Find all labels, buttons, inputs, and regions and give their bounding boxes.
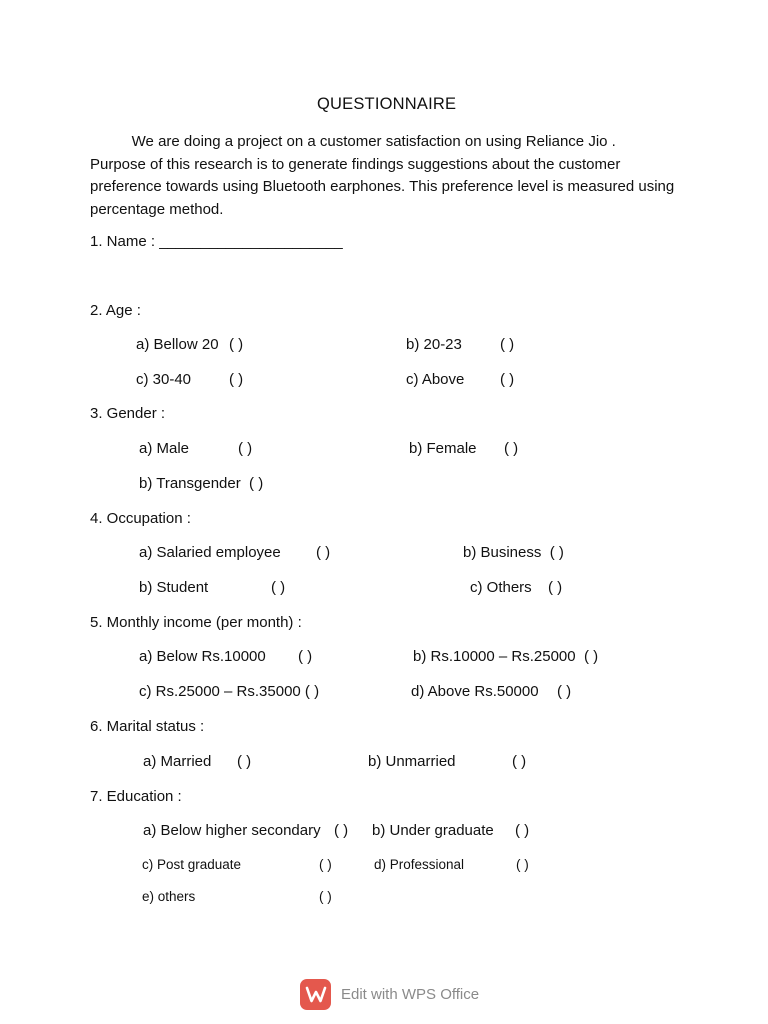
option-label: b) 20-23 bbox=[406, 336, 462, 353]
option-checkbox[interactable]: ( ) bbox=[319, 857, 332, 872]
option-checkbox[interactable]: ( ) bbox=[316, 544, 331, 561]
option-label[interactable]: b) Business ( ) bbox=[463, 544, 564, 561]
option-label: a) Salaried employee bbox=[139, 544, 281, 561]
option-label: a) Below higher secondary bbox=[143, 822, 321, 839]
intro-line: preference towards using Bluetooth earphones. This preference level is measured using bbox=[90, 178, 675, 195]
question-name: 1. Name : ______________________ bbox=[90, 233, 343, 250]
question-occupation: 4. Occupation : bbox=[90, 510, 191, 527]
page-title: QUESTIONNAIRE bbox=[317, 95, 457, 113]
option-label[interactable]: b) Transgender ( ) bbox=[139, 475, 264, 492]
option-label: b) Student bbox=[139, 579, 209, 596]
option-checkbox[interactable]: ( ) bbox=[298, 648, 313, 665]
option-label: d) Above Rs.50000 bbox=[411, 683, 539, 700]
option-label: b) Unmarried bbox=[368, 753, 456, 770]
option-checkbox[interactable]: ( ) bbox=[271, 579, 286, 596]
option-label: b) Female bbox=[409, 440, 477, 457]
option-checkbox[interactable]: ( ) bbox=[516, 857, 529, 872]
option-checkbox[interactable]: ( ) bbox=[557, 683, 572, 700]
option-checkbox[interactable]: ( ) bbox=[237, 753, 252, 770]
question-education: 7. Education : bbox=[90, 788, 182, 805]
option-checkbox[interactable]: ( ) bbox=[229, 336, 244, 353]
wps-label: Edit with WPS Office bbox=[341, 986, 480, 1003]
option-checkbox[interactable]: ( ) bbox=[238, 440, 253, 457]
question-age: 2. Age : bbox=[90, 302, 141, 319]
option-label: d) Professional bbox=[374, 857, 465, 872]
option-checkbox[interactable]: ( ) bbox=[319, 889, 332, 904]
option-label[interactable]: b) Rs.10000 – Rs.25000 ( ) bbox=[413, 648, 599, 665]
option-label: a) Bellow 20 bbox=[136, 336, 219, 353]
intro-line: percentage method. bbox=[90, 200, 224, 218]
option-label: c) Above bbox=[406, 371, 465, 388]
option-checkbox[interactable]: ( ) bbox=[515, 822, 530, 839]
option-checkbox[interactable]: ( ) bbox=[334, 822, 349, 839]
edit-with-wps-button[interactable] bbox=[300, 979, 479, 1010]
option-label: c) 30-40 bbox=[136, 371, 192, 388]
question-gender: 3. Gender : bbox=[90, 405, 166, 422]
option-checkbox[interactable]: ( ) bbox=[548, 579, 563, 596]
wps-logo-icon bbox=[300, 979, 331, 1010]
option-label: e) others bbox=[142, 889, 196, 904]
intro-line: We are doing a project on a customer satisfaction on using Reliance Jio . bbox=[90, 133, 616, 150]
option-checkbox[interactable]: ( ) bbox=[229, 371, 244, 388]
question-marital-status: 6. Marital status : bbox=[90, 718, 205, 735]
option-checkbox[interactable]: ( ) bbox=[500, 371, 515, 388]
option-label: a) Married bbox=[143, 753, 212, 770]
option-checkbox[interactable]: ( ) bbox=[512, 753, 527, 770]
option-label: c) Others bbox=[470, 579, 532, 596]
option-label[interactable]: c) Rs.25000 – Rs.35000 ( ) bbox=[139, 683, 320, 700]
question-monthly-income: 5. Monthly income (per month) : bbox=[90, 614, 302, 631]
intro-paragraph bbox=[90, 131, 690, 221]
option-label: c) Post graduate bbox=[142, 857, 242, 872]
option-checkbox[interactable]: ( ) bbox=[504, 440, 519, 457]
option-label: a) Male bbox=[139, 440, 190, 457]
option-label: b) Under graduate bbox=[372, 822, 494, 839]
intro-line: Purpose of this research is to generate findings suggestions about the customer bbox=[90, 155, 621, 173]
option-checkbox[interactable]: ( ) bbox=[500, 336, 515, 353]
option-label: a) Below Rs.10000 bbox=[139, 648, 266, 665]
